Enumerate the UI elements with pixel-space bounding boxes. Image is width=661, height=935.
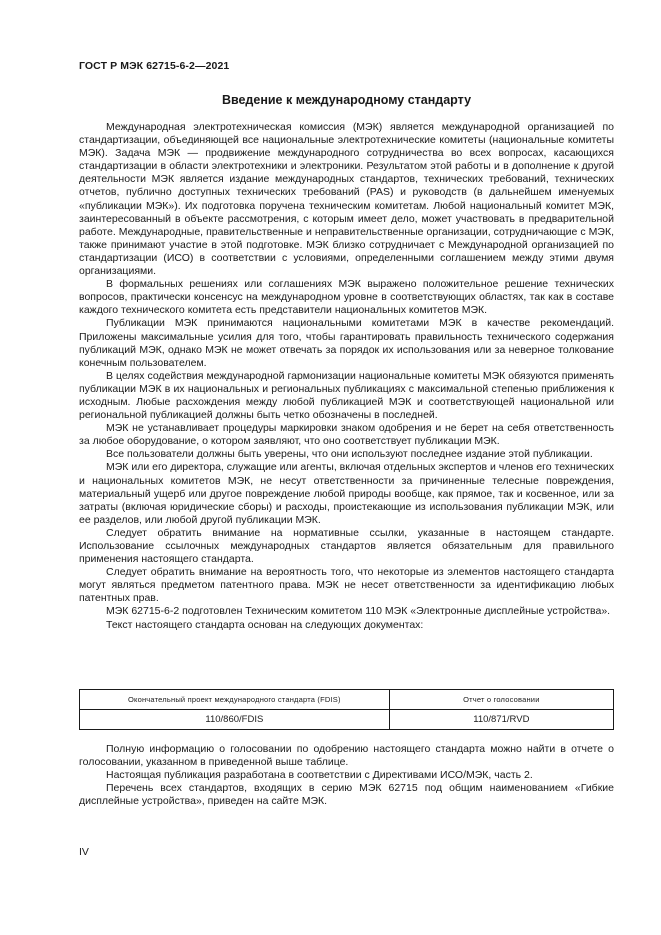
paragraph: МЭК или его директора, служащие или агенты, включая отдельных экспертов и членов его технических и национальных комитетов МЭК, не несут ответственности за причиненные телесные повреждения, материальный ущерб или другое повреждение любой природы вообще, как прямое, так и косвенное, или за затраты (включая юридические сборы) и расходы, проистекающие из использования публикации МЭК, или ее разделов, или любой другой публикации МЭК. [79, 461, 614, 526]
paragraph: Следует обратить внимание на вероятность того, что некоторые из элементов настоящего стандарта могут являться предметом патентного права. МЭК не несет ответственности за идентификацию любых патентных прав. [79, 566, 614, 605]
document-header: ГОСТ Р МЭК 62715-6-2—2021 [79, 60, 230, 72]
voting-documents-table [79, 689, 614, 730]
paragraph: Полную информацию о голосовании по одобрению настоящего стандарта можно найти в отчете о голосовании, указанном в приведенной выше таблице. [79, 743, 614, 769]
paragraph: В формальных решениях или соглашениях МЭК выражено положительное решение технических вопросов, практически консенсус на международном уровне в соответствующих областях, так как в составе каждого технического комитета есть представители национальных комитетов МЭК. [79, 278, 614, 317]
table-row [80, 710, 614, 730]
paragraph: Настоящая публикация разработана в соответствии с Директивами ИСО/МЭК, часть 2. [106, 769, 533, 782]
section-title: Введение к международному стандарту [221, 93, 472, 107]
body-text [79, 121, 614, 632]
paragraph: Перечень всех стандартов, входящих в серию МЭК 62715 под общим наименованием «Гибкие дисплейные устройства», приведен на сайте МЭК. [79, 782, 614, 808]
paragraph: Международная электротехническая комиссия (МЭК) является международной организацией по стандартизации, объединяющей все национальные электротехнические комитеты (национальные комитеты МЭК). Задача МЭК — продвижение международного сотрудничества во всех вопросах, касающихся стандартизации в области электротехники и электроники. Результатом этой работы и в дополнение к другой деятельности МЭК является издание международных стандартов, технических требований, технических отчетов, публично доступных технических требований (PAS) и руководств (в дальнейшем именуемых «публикации МЭК»). Их подготовка поручена техническим комитетам. Любой национальный комитет МЭК, заинтересованный в объекте рассмотрения, с которым имеет дело, может участвовать в предварительной работе. Международные, правительственные и неправительственные организации, сотрудничающие с МЭК, также принимают участие в этой подготовке. МЭК близко сотрудничает с Международной организацией по стандартизации (ИСО) в соответствии с условиями, определенными соглашением между этими двумя организациями. [79, 121, 614, 278]
table-cell: 110/860/FDIS [80, 710, 390, 730]
paragraph: В целях содействия международной гармонизации национальные комитеты МЭК обязуются применять публикации МЭК в их национальных и региональных публикациях с максимальной степенью приближения к исходным. Любые расхождения между любой публикацией МЭК и соответствующей национальной или региональной публикацией должны быть четко обозначены в последней. [79, 369, 614, 422]
table-header-cell: Отчет о голосовании [389, 690, 613, 710]
page-number: IV [79, 846, 89, 858]
paragraph: Публикации МЭК принимаются национальными комитетами МЭК в качестве рекомендаций. Приложены максимальные усилия для того, чтобы гарантировать правильность технического содержания публикаций МЭК, однако МЭК не может отвечать за порядок их использования или за неверное толкование конечным пользователем. [79, 317, 614, 369]
paragraph: Все пользователи должны быть уверены, что они используют последнее издание этой публикации. [106, 448, 593, 461]
table-header-cell: Окончательный проект международного стандарта (FDIS) [80, 690, 390, 710]
paragraph: Следует обратить внимание на нормативные ссылки, указанные в настоящем стандарте. Использование ссылочных международных стандартов является обязательным для правильного применения настоящего стандарта. [79, 526, 614, 566]
table-cell: 110/871/RVD [389, 710, 613, 730]
paragraph: МЭК 62715-6-2 подготовлен Техническим комитетом 110 МЭК «Электронные дисплейные устройства». [106, 605, 611, 618]
closing-text [79, 743, 614, 808]
paragraph: МЭК не устанавливает процедуры маркировки знаком одобрения и не берет на себя ответственность за любое оборудование, о котором заявляют, что оно соответствует публикации МЭК. [79, 422, 614, 448]
paragraph: Текст настоящего стандарта основан на следующих документах: [106, 618, 424, 631]
table-header-row [80, 690, 614, 710]
